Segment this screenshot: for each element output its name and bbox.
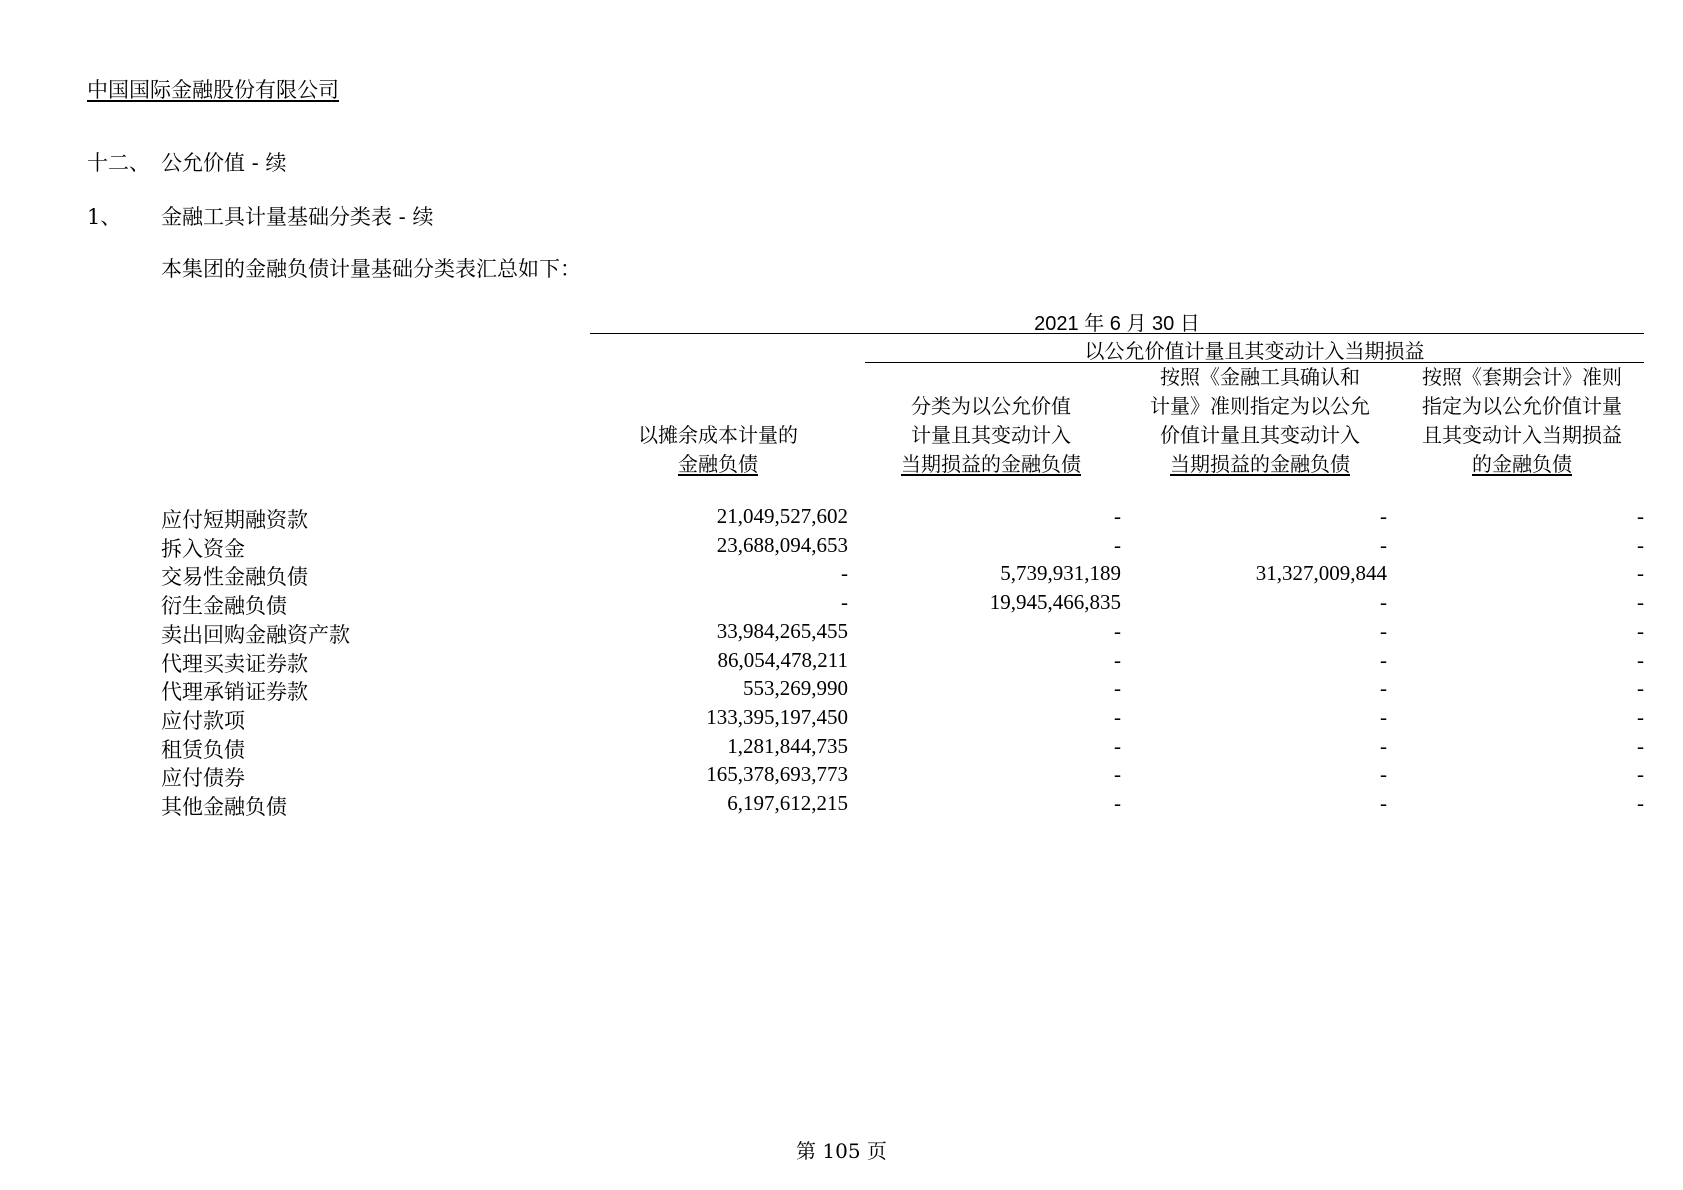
table-cell: 21,049,527,602 <box>716 504 848 528</box>
section-number: 十二、 <box>87 151 150 175</box>
header-rule <box>590 333 1644 334</box>
table-cell: 133,395,197,450 <box>706 704 848 729</box>
table-cell: - <box>1380 532 1387 557</box>
table-cell: 31,327,009,844 <box>1255 561 1387 586</box>
table-cell: 165,378,693,773 <box>706 762 848 787</box>
column-header-line <box>583 363 853 392</box>
row-label: 应付款项 <box>161 708 245 733</box>
table-cell: - <box>1637 733 1644 758</box>
column-header-line: 按照《金融工具确认和 <box>1160 365 1360 389</box>
table-cell: 33,984,265,455 <box>716 618 848 643</box>
table-cell: 6,197,612,215 <box>727 791 848 815</box>
fair-value-group-header: 以公允价值计量且其变动计入当期损益 <box>1084 339 1425 363</box>
table-cell: 553,269,990 <box>743 676 848 701</box>
table-cell: - <box>1380 704 1387 729</box>
company-name: 中国国际金融股份有限公司 <box>87 78 339 102</box>
table-cell: - <box>1380 618 1387 643</box>
row-label: 卖出回购金融资产款 <box>161 622 350 647</box>
table-cell: 86,054,478,211 <box>717 647 848 672</box>
table-cell: - <box>1114 791 1121 815</box>
table-cell: - <box>1114 762 1121 787</box>
column-header-2 <box>856 363 1126 479</box>
row-label: 交易性金融负债 <box>161 565 308 590</box>
column-header-line: 以摊余成本计量的 <box>638 423 798 447</box>
table-cell: 5,739,931,189 <box>1000 561 1121 586</box>
table-cell: - <box>1637 676 1644 701</box>
row-label: 其他金融负债 <box>161 795 287 819</box>
subsection-title: 金融工具计量基础分类表 - 续 <box>161 205 434 229</box>
table-cell: - <box>1637 762 1644 787</box>
table-cell: - <box>1637 561 1644 586</box>
column-header-line <box>856 363 1126 392</box>
row-label: 应付短期融资款 <box>161 508 308 532</box>
row-label: 代理承销证券款 <box>161 680 308 705</box>
table-cell: - <box>1380 762 1387 787</box>
row-label: 应付债券 <box>161 766 245 791</box>
column-header-line: 当期损益的金融负债 <box>901 452 1081 476</box>
table-cell: 19,945,466,835 <box>989 590 1121 615</box>
table-cell: - <box>1380 504 1387 528</box>
table-cell: - <box>1114 676 1121 701</box>
column-header-line: 计量》准则指定为以公允 <box>1150 394 1370 418</box>
table-cell: - <box>1637 532 1644 557</box>
table-cell: - <box>1380 733 1387 758</box>
column-header-line: 金融负债 <box>678 452 758 476</box>
row-label: 拆入资金 <box>161 536 245 561</box>
table-cell: - <box>1637 791 1644 815</box>
table-cell: - <box>1380 676 1387 701</box>
table-cell: - <box>1380 647 1387 672</box>
column-header-line: 分类为以公允价值 <box>911 394 1071 418</box>
table-cell: - <box>1114 704 1121 729</box>
column-header-line: 计量且其变动计入 <box>911 423 1071 447</box>
row-label: 代理买卖证券款 <box>161 651 308 676</box>
column-header-4 <box>1387 363 1657 479</box>
column-header-line: 当期损益的金融负债 <box>1170 452 1350 476</box>
column-header-line: 指定为以公允价值计量 <box>1422 394 1622 418</box>
column-header-3 <box>1125 363 1395 479</box>
table-cell: - <box>1114 504 1121 528</box>
table-cell: - <box>1637 647 1644 672</box>
column-header-line: 的金融负债 <box>1472 452 1572 476</box>
column-header-1 <box>583 363 853 479</box>
row-label: 衍生金融负债 <box>161 594 287 619</box>
table-cell: - <box>1114 647 1121 672</box>
column-header-line <box>583 392 853 421</box>
table-cell: - <box>1637 504 1644 528</box>
table-cell: 1,281,844,735 <box>727 733 848 758</box>
column-header-line: 且其变动计入当期损益 <box>1422 423 1622 447</box>
table-cell: - <box>1114 532 1121 557</box>
date-header: 2021 年 6 月 30 日 <box>1034 313 1200 335</box>
table-cell: - <box>1380 791 1387 815</box>
table-cell: - <box>1114 618 1121 643</box>
column-header-line: 价值计量且其变动计入 <box>1160 423 1360 447</box>
table-cell: - <box>1637 618 1644 643</box>
table-cell: - <box>1114 733 1121 758</box>
intro-text: 本集团的金融负债计量基础分类表汇总如下： <box>161 257 581 281</box>
subsection-number: 1、 <box>87 205 122 229</box>
table-cell: - <box>1637 590 1644 615</box>
section-title: 公允价值 - 续 <box>161 151 287 175</box>
column-header-line: 按照《套期会计》准则 <box>1422 365 1622 389</box>
table-cell: - <box>841 590 848 615</box>
page-number: 第 105 页 <box>796 1139 887 1163</box>
table-cell: - <box>1637 704 1644 729</box>
table-cell: 23,688,094,653 <box>716 532 848 557</box>
table-cell: - <box>841 561 848 586</box>
row-label: 租赁负债 <box>161 737 245 762</box>
table-cell: - <box>1380 590 1387 615</box>
